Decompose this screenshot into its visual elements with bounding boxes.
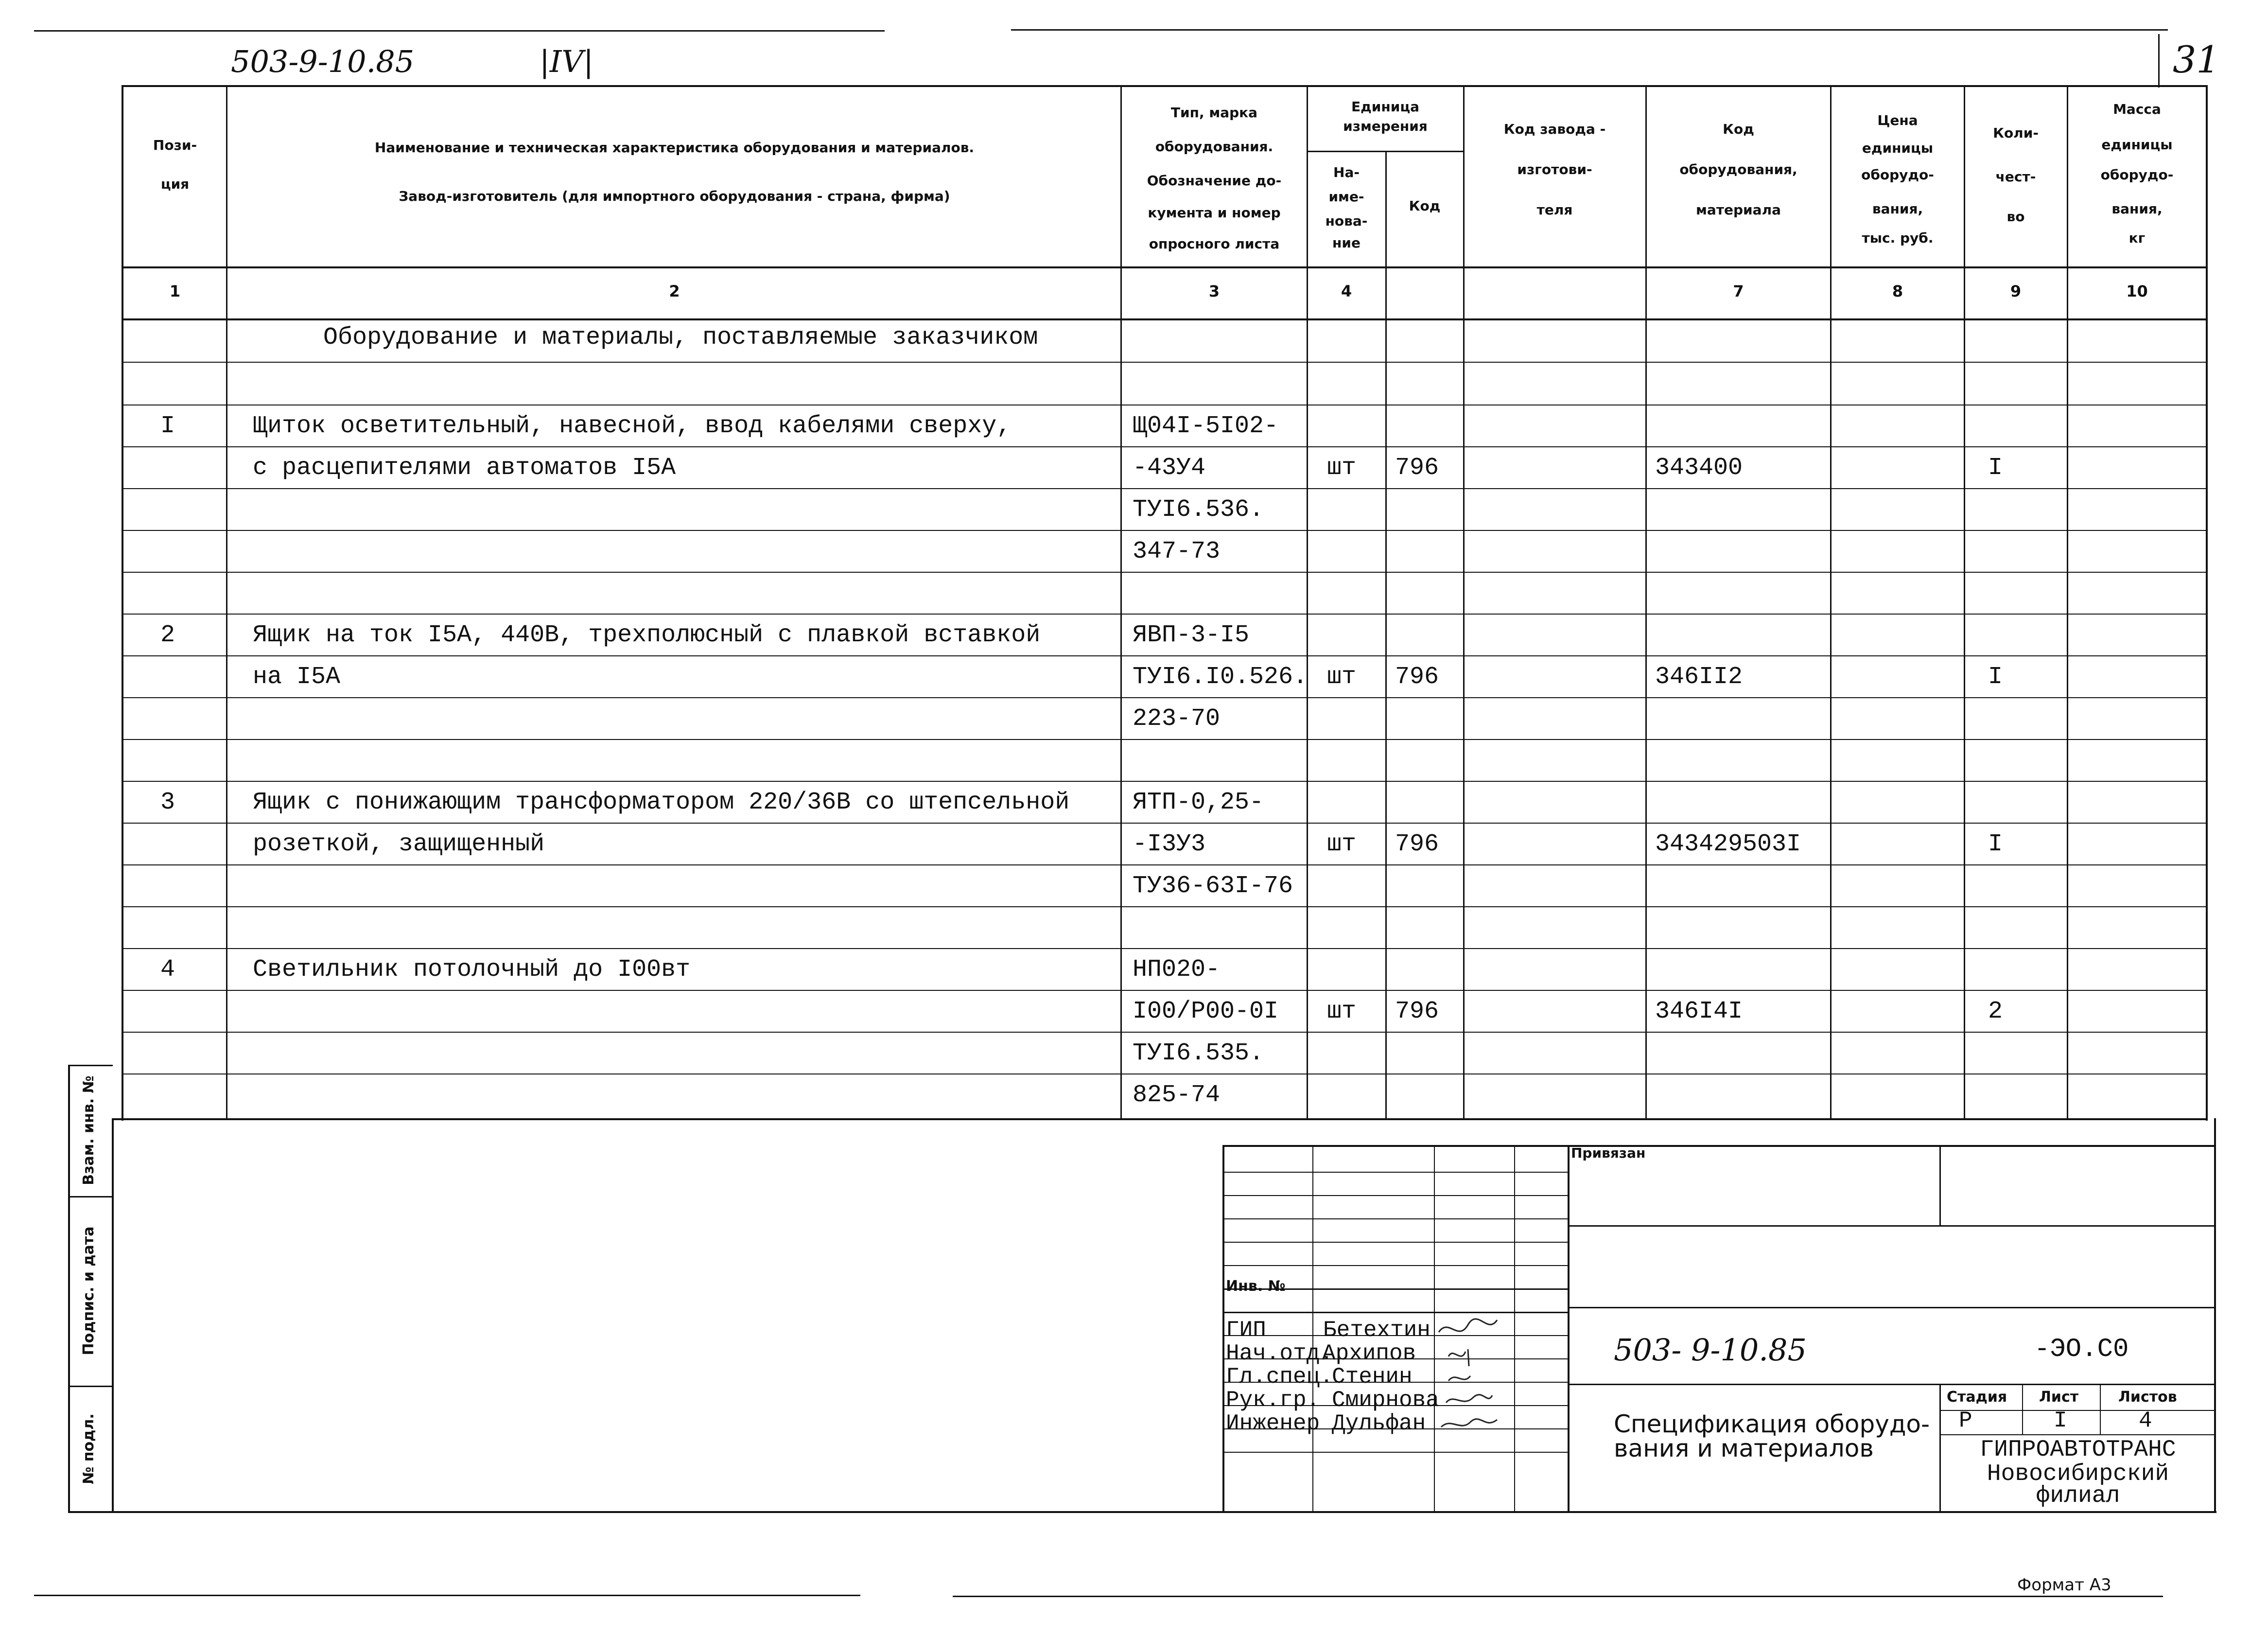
person-name: Бетехтин [1323, 1318, 1431, 1343]
attached-label: Привязан [1571, 1145, 1646, 1161]
sheet-label: Лист [2039, 1389, 2079, 1406]
role-label: Инженер [1226, 1411, 1320, 1436]
doc-title-line: вания и материалов [1614, 1434, 1874, 1462]
cell-equipment-code: 343429503I [1655, 830, 1801, 858]
header-text: тыс. руб. [1862, 230, 1934, 246]
cell-type: НП020- [1133, 956, 1221, 984]
header-text: Пози- [153, 137, 197, 153]
inventory-label: Инв. № [1226, 1278, 1286, 1295]
role-label: ГИП [1226, 1318, 1266, 1343]
column-number: 9 [2010, 282, 2022, 300]
cell-quantity: I [1988, 454, 2003, 482]
margin-label: Взам. инв. № [80, 1075, 97, 1185]
cell-name: с расцепителями автоматов I5А [253, 454, 676, 482]
header-text: чест- [1995, 169, 2036, 185]
org-line: ГИПРОАВТОТРАНС [1980, 1437, 2176, 1463]
cell-unit: шт [1327, 998, 1357, 1025]
header-text: кумента и номер [1148, 205, 1281, 221]
header-unit-code: Код [1409, 198, 1441, 214]
header-text: вания, [2111, 201, 2163, 217]
cell-type: I00/Р00-0I [1133, 998, 1279, 1025]
header-text: име- [1328, 189, 1364, 205]
doc-code-handwritten: 503- 9-10.85 [1614, 1332, 1807, 1368]
cell-type: -I3У3 [1133, 830, 1206, 858]
header-text: во [2006, 209, 2025, 225]
role-label: Гл.спец. [1226, 1364, 1333, 1390]
person-name: Архипов [1322, 1341, 1416, 1366]
cell-name: Ящик на ток I5А, 440В, трехполюсный с плавкой вставкой [253, 621, 1041, 649]
cell-type: ТУI6.I0.526. [1133, 663, 1308, 691]
header-text: ция [160, 176, 190, 192]
header-text: Цена [1877, 112, 1918, 128]
header-text: оборудования, [1679, 161, 1797, 177]
header-text: ние [1332, 235, 1361, 251]
cell-type: ТУI6.536. [1133, 496, 1264, 524]
cell-quantity: I [1988, 830, 2003, 858]
header-text: измерения [1343, 118, 1428, 134]
header-text: Масса [2113, 101, 2161, 117]
header-text: оборудо- [1861, 167, 1934, 183]
header-text: Коли- [1993, 125, 2039, 141]
cell-unit-code: 796 [1395, 830, 1439, 858]
header-text: оборудо- [2100, 167, 2174, 183]
cell-name: на I5А [253, 663, 341, 691]
cell-equipment-code: 346II2 [1655, 663, 1743, 691]
header-text: единицы [2101, 137, 2173, 153]
sheet-number: 31 [2173, 38, 2220, 81]
cell-name: розеткой, защищенный [253, 830, 545, 858]
header-text: единицы [1862, 140, 1934, 156]
cell-unit: шт [1327, 454, 1357, 482]
header-text: Завод-изготовитель (для импортного оборудования - страна, фирма) [399, 188, 950, 204]
cell-type: 347-73 [1133, 538, 1221, 565]
cell-name: Ящик с понижающим трансформатором 220/36В со штепсельной [253, 789, 1070, 816]
cell-type: Щ04I-5I02- [1133, 412, 1279, 440]
handwritten-doc-code: 503-9-10.85 [231, 44, 415, 79]
cell-type: ЯВП-3-I5 [1133, 621, 1250, 649]
cell-position: I [160, 412, 175, 440]
doc-code-prefix [1614, 1332, 1807, 1369]
cell-unit: шт [1327, 663, 1357, 691]
column-number: 10 [2126, 282, 2148, 300]
header-text: оборудования. [1155, 139, 1274, 155]
role-label: Рук.гр. [1226, 1388, 1320, 1413]
header-text: Код завода - [1503, 121, 1606, 137]
cell-type: -43У4 [1133, 454, 1206, 482]
column-number: 4 [1341, 282, 1352, 300]
format-label: Формат А3 [2017, 1575, 2111, 1595]
cell-equipment-code: 343400 [1655, 454, 1743, 482]
person-name: Стенин [1332, 1364, 1413, 1390]
header-text: вания, [1872, 201, 1923, 217]
org-line: Новосибирский [1987, 1461, 2169, 1487]
cell-type: ТУ36-63I-76 [1133, 872, 1293, 900]
cell-type: ЯТП-0,25- [1133, 789, 1264, 816]
cell-unit-code: 796 [1395, 663, 1439, 691]
header-text: Обозначение до- [1147, 173, 1282, 189]
header-text: кг [2128, 230, 2146, 246]
cell-position: 3 [160, 789, 175, 816]
cell-unit: шт [1327, 830, 1357, 858]
header-text: На- [1333, 164, 1360, 180]
doc-code-suffix: -ЭО.С0 [2034, 1335, 2129, 1364]
stage-label: Стадия [1947, 1389, 2007, 1406]
header-text: Тип, марка [1170, 105, 1258, 121]
cell-type: 825-74 [1133, 1081, 1221, 1109]
cell-quantity: I [1988, 663, 2003, 691]
margin-label: Подпис. и дата [80, 1226, 97, 1355]
cell-type: ТУI6.535. [1133, 1039, 1264, 1067]
sheets-label: Листов [2118, 1389, 2177, 1406]
section-title: Оборудование и материалы, поставляемые заказчиком [323, 324, 1038, 352]
header-text: материала [1696, 202, 1781, 218]
margin-label: № подл. [80, 1413, 97, 1484]
cell-unit-code: 796 [1395, 454, 1439, 482]
cell-quantity: 2 [1988, 998, 2003, 1025]
cell-equipment-code: 346I4I [1655, 998, 1743, 1025]
column-number: 2 [669, 282, 680, 300]
column-number: 7 [1733, 282, 1744, 300]
person-name: Дульфан [1332, 1411, 1426, 1436]
cell-unit-code: 796 [1395, 998, 1439, 1025]
header-text: изготови- [1517, 161, 1592, 177]
column-number: 3 [1208, 282, 1220, 300]
doc-title-line: Спецификация оборудо- [1614, 1410, 1930, 1438]
column-number: 8 [1892, 282, 1903, 300]
column-number: 1 [169, 282, 181, 300]
org-line: филиал [2036, 1483, 2120, 1509]
cell-position: 4 [160, 956, 175, 984]
header-text: теля [1536, 202, 1573, 218]
person-name: Смирнова [1332, 1388, 1439, 1413]
handwritten-mark: |IV| [540, 44, 594, 79]
cell-type: 223-70 [1133, 705, 1221, 733]
signatures-graphic [1434, 1313, 1531, 1459]
sheets-value: 4 [2139, 1408, 2152, 1433]
header-text: Наименование и техническая характеристика оборудования и материалов. [374, 140, 975, 156]
role-label: Нач.отд. [1226, 1341, 1333, 1366]
cell-name: Щиток осветительный, навесной, ввод кабелями сверху, [253, 412, 1012, 440]
cell-position: 2 [160, 621, 175, 649]
header-text: Единица [1351, 99, 1419, 115]
header-text: Код [1723, 121, 1754, 137]
header-text: нова- [1325, 213, 1368, 229]
header-text: опросного листа [1149, 236, 1280, 252]
sheet-value: I [2054, 1408, 2067, 1433]
stage-value: Р [1959, 1408, 1972, 1433]
cell-name: Светильник потолочный до I00вт [253, 956, 691, 984]
